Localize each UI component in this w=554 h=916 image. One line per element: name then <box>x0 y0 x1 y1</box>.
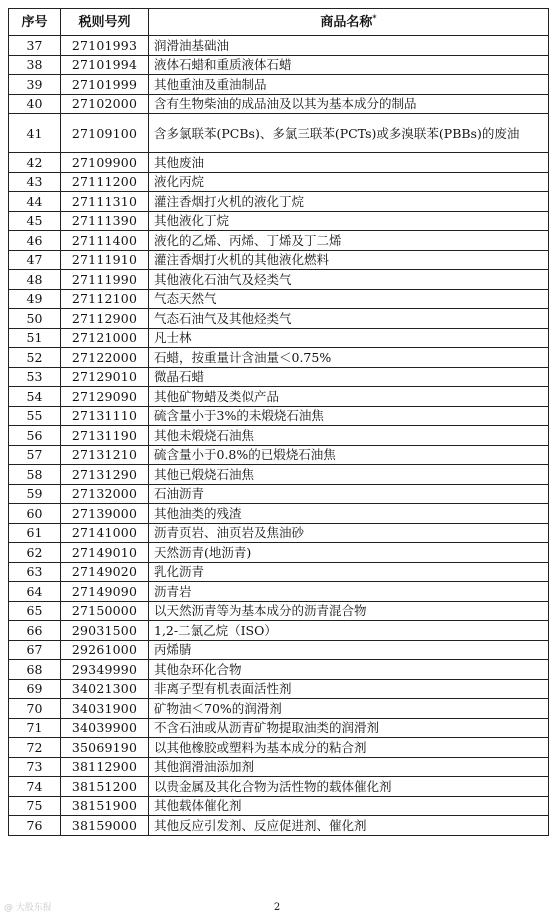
row-tariff-code: 27109100 <box>61 114 149 153</box>
table-row <box>9 484 549 504</box>
document-page <box>8 8 548 836</box>
row-product-name: 其他载体催化剂 <box>149 796 549 816</box>
row-tariff-code: 38151200 <box>61 777 149 797</box>
watermark: @ 大股东报 <box>4 903 52 913</box>
row-product-name: 气态天然气 <box>149 289 549 309</box>
row-tariff-code: 27121000 <box>61 328 149 348</box>
row-product-name: 凡士林 <box>149 328 549 348</box>
row-tariff-code: 27131190 <box>61 426 149 446</box>
row-tariff-code: 27149010 <box>61 543 149 563</box>
row-index: 51 <box>9 328 61 348</box>
table-row <box>9 309 549 329</box>
row-index: 66 <box>9 621 61 641</box>
row-product-name: 液体石蜡和重质液体石蜡 <box>149 55 549 75</box>
table-row <box>9 504 549 524</box>
row-tariff-code: 29261000 <box>61 640 149 660</box>
row-tariff-code: 27109900 <box>61 153 149 173</box>
row-tariff-code: 27129090 <box>61 387 149 407</box>
table-header <box>9 9 549 36</box>
row-tariff-code: 27111990 <box>61 270 149 290</box>
row-index: 65 <box>9 601 61 621</box>
table-row <box>9 796 549 816</box>
table-row <box>9 738 549 758</box>
row-product-name: 液化的乙烯、丙烯、丁烯及丁二烯 <box>149 231 549 251</box>
row-index: 68 <box>9 660 61 680</box>
row-product-name: 微晶石蜡 <box>149 367 549 387</box>
row-product-name: 其他反应引发剂、反应促进剂、催化剂 <box>149 816 549 836</box>
row-index: 55 <box>9 406 61 426</box>
row-index: 48 <box>9 270 61 290</box>
row-index: 47 <box>9 250 61 270</box>
row-product-name: 乳化沥青 <box>149 562 549 582</box>
table-row <box>9 75 549 95</box>
row-tariff-code: 34021300 <box>61 679 149 699</box>
row-product-name: 其他重油及重油制品 <box>149 75 549 95</box>
row-index: 54 <box>9 387 61 407</box>
row-tariff-code: 27131110 <box>61 406 149 426</box>
row-tariff-code: 27112900 <box>61 309 149 329</box>
row-index: 44 <box>9 192 61 212</box>
table-row <box>9 601 549 621</box>
row-index: 73 <box>9 757 61 777</box>
table-row <box>9 231 549 251</box>
row-index: 60 <box>9 504 61 524</box>
row-tariff-code: 34031900 <box>61 699 149 719</box>
row-product-name: 矿物油＜70%的润滑剂 <box>149 699 549 719</box>
row-index: 56 <box>9 426 61 446</box>
table-row <box>9 718 549 738</box>
row-tariff-code: 27111200 <box>61 172 149 192</box>
table-row <box>9 465 549 485</box>
header-index: 序号 <box>9 9 61 36</box>
row-tariff-code: 27132000 <box>61 484 149 504</box>
table-row <box>9 211 549 231</box>
row-tariff-code: 27101994 <box>61 55 149 75</box>
row-product-name: 硫含量小于3%的未煅烧石油焦 <box>149 406 549 426</box>
table-row <box>9 562 549 582</box>
row-product-name: 其他已煅烧石油焦 <box>149 465 549 485</box>
row-index: 67 <box>9 640 61 660</box>
table-row <box>9 679 549 699</box>
row-index: 49 <box>9 289 61 309</box>
table-row <box>9 757 549 777</box>
table-row <box>9 543 549 563</box>
table-row <box>9 172 549 192</box>
table-row <box>9 387 549 407</box>
row-product-name: 气态石油气及其他烃类气 <box>149 309 549 329</box>
header-name-label: 商品名称 <box>320 14 373 30</box>
row-product-name: 灌注香烟打火机的其他液化燃料 <box>149 250 549 270</box>
table-row <box>9 348 549 368</box>
table-row <box>9 328 549 348</box>
header-row <box>9 9 549 36</box>
row-index: 45 <box>9 211 61 231</box>
row-product-name: 以其他橡胶或塑料为基本成分的粘合剂 <box>149 738 549 758</box>
row-index: 57 <box>9 445 61 465</box>
row-tariff-code: 27150000 <box>61 601 149 621</box>
row-tariff-code: 35069190 <box>61 738 149 758</box>
table-row <box>9 406 549 426</box>
row-index: 71 <box>9 718 61 738</box>
row-index: 70 <box>9 699 61 719</box>
tariff-table <box>8 8 549 836</box>
row-product-name: 硫含量小于0.8%的已煅烧石油焦 <box>149 445 549 465</box>
table-row <box>9 367 549 387</box>
row-tariff-code: 27149020 <box>61 562 149 582</box>
row-tariff-code: 27101993 <box>61 36 149 56</box>
row-index: 52 <box>9 348 61 368</box>
table-row <box>9 94 549 114</box>
row-index: 75 <box>9 796 61 816</box>
row-tariff-code: 27111400 <box>61 231 149 251</box>
row-product-name: 含多氯联苯(PCBs)、多氯三联苯(PCTs)或多溴联苯(PBBs)的废油 <box>149 114 549 153</box>
row-tariff-code: 27149090 <box>61 582 149 602</box>
row-index: 53 <box>9 367 61 387</box>
row-tariff-code: 29031500 <box>61 621 149 641</box>
row-index: 62 <box>9 543 61 563</box>
table-row <box>9 777 549 797</box>
row-product-name: 液化丙烷 <box>149 172 549 192</box>
row-product-name: 不含石油或从沥青矿物提取油类的润滑剂 <box>149 718 549 738</box>
row-tariff-code: 38151900 <box>61 796 149 816</box>
table-row <box>9 270 549 290</box>
row-product-name: 以天然沥青等为基本成分的沥青混合物 <box>149 601 549 621</box>
row-product-name: 其他润滑油添加剂 <box>149 757 549 777</box>
row-index: 64 <box>9 582 61 602</box>
table-row <box>9 36 549 56</box>
row-tariff-code: 34039900 <box>61 718 149 738</box>
row-tariff-code: 27129010 <box>61 367 149 387</box>
header-name <box>149 9 549 36</box>
row-product-name: 其他废油 <box>149 153 549 173</box>
row-product-name: 含有生物柴油的成品油及以其为基本成分的制品 <box>149 94 549 114</box>
row-product-name: 沥青岩 <box>149 582 549 602</box>
row-index: 76 <box>9 816 61 836</box>
table-row <box>9 114 549 153</box>
row-product-name: 润滑油基础油 <box>149 36 549 56</box>
row-product-name: 1,2-二氯乙烷（ISO） <box>149 621 549 641</box>
table-row <box>9 640 549 660</box>
row-index: 40 <box>9 94 61 114</box>
row-product-name: 石蜡，按重量计含油量＜0.75% <box>149 348 549 368</box>
row-index: 43 <box>9 172 61 192</box>
row-product-name: 灌注香烟打火机的液化丁烷 <box>149 192 549 212</box>
row-tariff-code: 38112900 <box>61 757 149 777</box>
row-index: 74 <box>9 777 61 797</box>
row-product-name: 以贵金属及其化合物为活性物的载体催化剂 <box>149 777 549 797</box>
row-tariff-code: 27139000 <box>61 504 149 524</box>
row-index: 38 <box>9 55 61 75</box>
row-tariff-code: 27102000 <box>61 94 149 114</box>
row-tariff-code: 27141000 <box>61 523 149 543</box>
row-tariff-code: 38159000 <box>61 816 149 836</box>
row-product-name: 石油沥青 <box>149 484 549 504</box>
row-product-name: 其他液化石油气及烃类气 <box>149 270 549 290</box>
row-index: 42 <box>9 153 61 173</box>
page-number: 2 <box>273 902 281 913</box>
row-product-name: 其他矿物蜡及类似产品 <box>149 387 549 407</box>
row-index: 61 <box>9 523 61 543</box>
row-index: 58 <box>9 465 61 485</box>
row-tariff-code: 27112100 <box>61 289 149 309</box>
row-product-name: 丙烯腈 <box>149 640 549 660</box>
row-tariff-code: 27131290 <box>61 465 149 485</box>
row-product-name: 沥青页岩、油页岩及焦油砂 <box>149 523 549 543</box>
row-tariff-code: 27122000 <box>61 348 149 368</box>
header-code: 税则号列 <box>61 9 149 36</box>
row-tariff-code: 27101999 <box>61 75 149 95</box>
row-product-name: 其他液化丁烷 <box>149 211 549 231</box>
row-index: 46 <box>9 231 61 251</box>
row-index: 69 <box>9 679 61 699</box>
table-row <box>9 445 549 465</box>
table-row <box>9 523 549 543</box>
table-row <box>9 699 549 719</box>
row-index: 37 <box>9 36 61 56</box>
table-row <box>9 426 549 446</box>
row-index: 39 <box>9 75 61 95</box>
row-tariff-code: 27111910 <box>61 250 149 270</box>
table-row <box>9 660 549 680</box>
table-row <box>9 289 549 309</box>
row-index: 72 <box>9 738 61 758</box>
row-product-name: 非离子型有机表面活性剂 <box>149 679 549 699</box>
row-tariff-code: 29349990 <box>61 660 149 680</box>
row-product-name: 其他未煅烧石油焦 <box>149 426 549 446</box>
row-product-name: 其他油类的残渣 <box>149 504 549 524</box>
table-row <box>9 153 549 173</box>
table-row <box>9 816 549 836</box>
row-tariff-code: 27111310 <box>61 192 149 212</box>
table-row <box>9 192 549 212</box>
table-row <box>9 582 549 602</box>
table-row <box>9 621 549 641</box>
row-index: 50 <box>9 309 61 329</box>
table-body <box>9 36 549 836</box>
row-index: 41 <box>9 114 61 153</box>
row-index: 59 <box>9 484 61 504</box>
header-name-footnote-mark: * <box>372 12 377 23</box>
row-tariff-code: 27131210 <box>61 445 149 465</box>
row-tariff-code: 27111390 <box>61 211 149 231</box>
row-index: 63 <box>9 562 61 582</box>
table-row <box>9 250 549 270</box>
row-product-name: 其他杂环化合物 <box>149 660 549 680</box>
table-row <box>9 55 549 75</box>
row-product-name: 天然沥青(地沥青) <box>149 543 549 563</box>
